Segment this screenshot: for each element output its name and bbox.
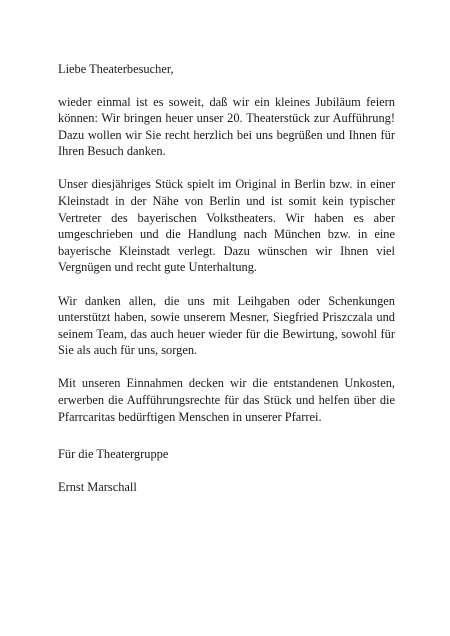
closing-line: Für die Theatergruppe — [58, 447, 169, 462]
paragraph-jubilee: wieder einmal ist es soweit, daß wir ein kleines Jubiläum feiern können: Wir bringen heuer unser 20. Theaterstück zur Aufführung! Dazu wollen wir Sie recht herzlich bei uns begrüßen und Ihnen für Ihren Besuch danken. — [58, 94, 395, 159]
salutation: Liebe Theaterbesucher, — [58, 62, 174, 76]
paragraph-proceeds: Mit unseren Einnahmen decken wir die entstandenen Unkosten, erwerben die Aufführungsrechte für das Stück und helfen über die Pfarrcaritas bedürftigen Menschen in unserer Pfarrei. — [58, 376, 395, 424]
letter-body — [58, 61, 395, 495]
paragraph-thanks: Wir danken allen, die uns mit Leihgaben oder Schenkungen unterstützt haben, sowie unserem Mesner, Siegfried Priszczala und seinem Team, das auch heuer wieder für die Bewirtung, sowohl für Sie als auch für uns, sorgen. — [58, 293, 395, 358]
signature-name: Ernst Marschall — [58, 479, 137, 494]
paragraph-play: Unser diesjähriges Stück spielt im Original in Berlin bzw. in einer Kleinstadt in der Nähe von Berlin und ist somit kein typischer Vertreter des bayerischen Volkstheaters. Wir haben es aber umgeschrieben und die Handlung nach München bzw. in eine bayerische Kleinstadt verlegt. Dazu wünschen wir Ihnen viel Vergnügen und recht gute Unterhaltung. — [58, 177, 395, 275]
